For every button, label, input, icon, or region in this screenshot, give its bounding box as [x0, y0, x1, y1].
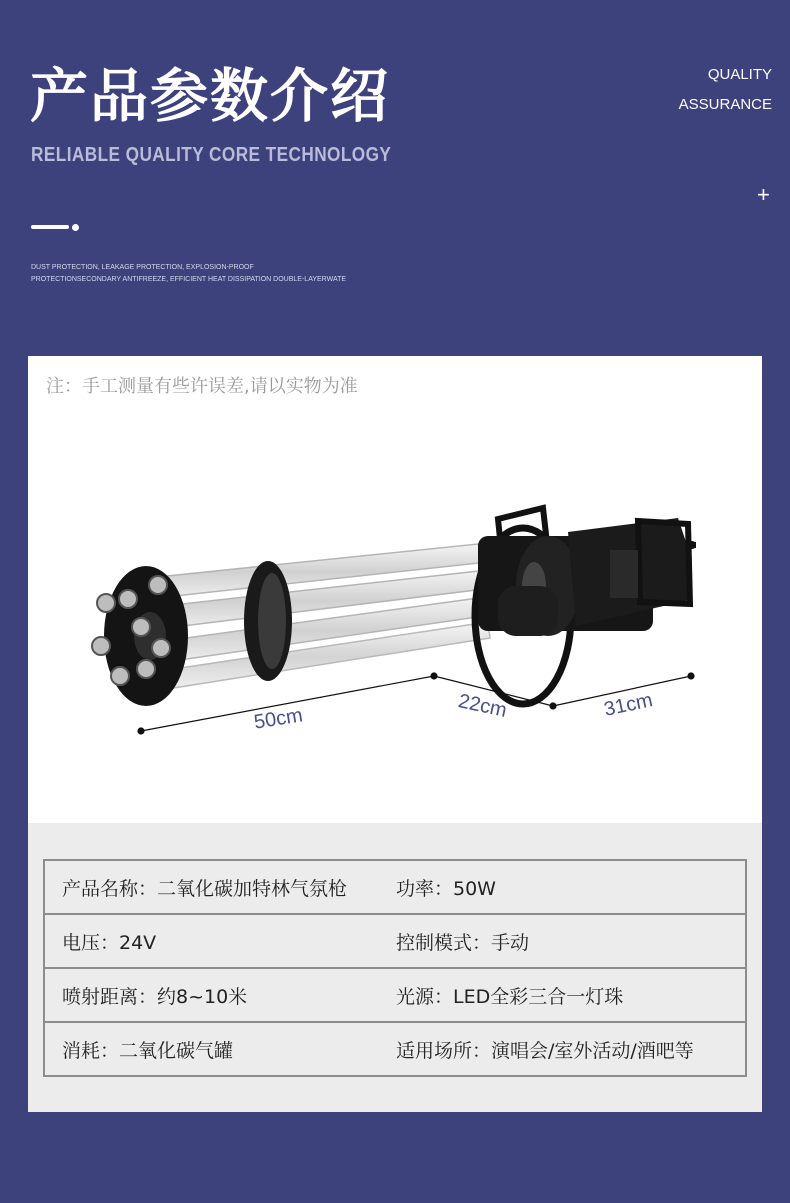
quality-assurance-label — [679, 60, 772, 120]
decorative-dot — [72, 224, 79, 231]
plus-icon: + — [757, 182, 770, 207]
spec-power: 功率：50W — [380, 860, 746, 914]
length-dimension: 50cm — [252, 704, 305, 734]
product-card — [28, 356, 762, 1112]
feature-line1: DUST PROTECTION, LEAKAGE PROTECTION, EXPLOSION-PROOF — [31, 264, 254, 271]
table-row — [44, 1022, 746, 1076]
decorative-dash — [31, 225, 69, 229]
width-dimension: 22cm — [456, 690, 509, 722]
quality-label-line1: QUALITY — [707, 66, 772, 83]
spec-product-name: 产品名称：二氧化碳加特林气氛枪 — [44, 860, 380, 914]
table-row — [44, 914, 746, 968]
measurement-note: 注：手工测量有些许误差,请以实物为准 — [46, 376, 358, 397]
co2-gatling-gun-illustration — [28, 356, 762, 823]
feature-description — [31, 262, 391, 286]
spec-venues: 适用场所：演唱会/室外活动/酒吧等 — [380, 1022, 746, 1076]
spec-spray-distance: 喷射距离：约8~10米 — [44, 968, 380, 1022]
table-row — [44, 860, 746, 914]
subtitle: RELIABLE QUALITY CORE TECHNOLOGY — [31, 144, 392, 166]
spec-light-source: 光源：LED全彩三合一灯珠 — [380, 968, 746, 1022]
spec-table — [43, 859, 747, 1077]
rear-body — [475, 508, 696, 704]
product-photo — [28, 356, 762, 823]
quality-label-line2: ASSURANCE — [678, 96, 772, 113]
spec-consumption: 消耗：二氧化碳气罐 — [44, 1022, 380, 1076]
spec-control-mode: 控制模式：手动 — [380, 914, 746, 968]
height-dimension: 31cm — [602, 689, 655, 721]
feature-line2: PROTECTIONSECONDARY ANTIFREEZE, EFFICIENT HEAT DISSIPATION DOUBLE-LAYERWATE — [31, 276, 347, 283]
page-title: 产品参数介绍 — [30, 62, 391, 130]
table-row — [44, 968, 746, 1022]
spec-voltage: 电压：24V — [44, 914, 380, 968]
